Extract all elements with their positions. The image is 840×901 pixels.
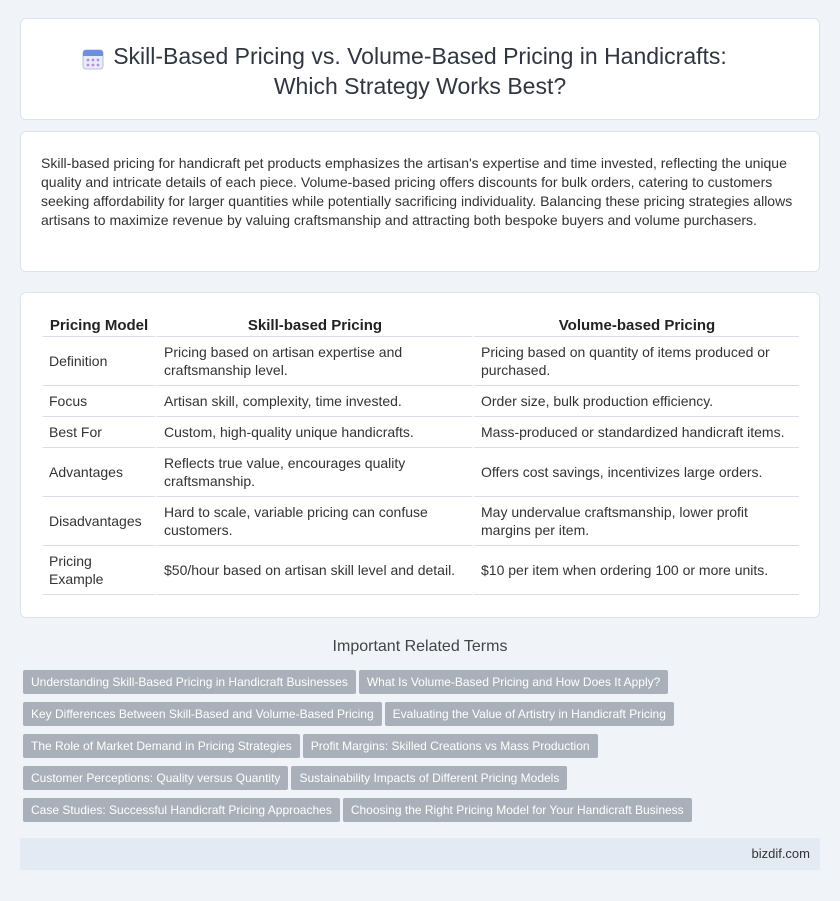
row-label: Pricing Example (43, 546, 155, 595)
related-term-tag[interactable]: Sustainability Impacts of Different Pricing Models (291, 766, 567, 790)
row-label: Best For (43, 417, 155, 448)
column-header: Volume-based Pricing (472, 309, 799, 337)
intro-text: Skill-based pricing for handicraft pet products emphasizes the artisan's expertise and time invested, reflecting the unique quality and intricate details of each piece. Volume-based pricing offers discounts for bulk orders, catering to customers seeking affordability for larger quantities while potentially sacrificing individuality. Balancing these pricing strategies allows artisans to maximize revenue by valuing craftsmanship and attracting both bespoke buyers and volume purchasers. (41, 155, 793, 228)
table-cell: Pricing based on quantity of items produced or purchased. (472, 337, 799, 386)
comparison-card (20, 292, 820, 618)
header-card (20, 18, 820, 120)
table-row (43, 448, 799, 497)
table-cell: Mass-produced or standardized handicraft items. (472, 417, 799, 448)
table-row (43, 386, 799, 417)
footer (20, 838, 820, 870)
table-row (43, 497, 799, 546)
table-row (43, 546, 799, 595)
column-header: Pricing Model (43, 309, 155, 337)
table-cell: $10 per item when ordering 100 or more units. (472, 546, 799, 595)
related-term-tag[interactable]: Choosing the Right Pricing Model for Your Handicraft Business (343, 798, 692, 822)
table-cell: Hard to scale, variable pricing can confuse customers. (155, 497, 472, 546)
column-header: Skill-based Pricing (155, 309, 472, 337)
page-title-line2: Which Strategy Works Best? (273, 73, 567, 99)
table-cell: $50/hour based on artisan skill level and detail. (155, 546, 472, 595)
table-cell: Offers cost savings, incentivizes large orders. (472, 448, 799, 497)
comparison-table (43, 309, 799, 595)
table-cell: Custom, high-quality unique handicrafts. (155, 417, 472, 448)
related-term-tag[interactable]: Case Studies: Successful Handicraft Pricing Approaches (23, 798, 340, 822)
table-cell: Reflects true value, encourages quality craftsmanship. (155, 448, 472, 497)
row-label: Advantages (43, 448, 155, 497)
table-cell: Artisan skill, complexity, time invested. (155, 386, 472, 417)
row-label: Disadvantages (43, 497, 155, 546)
related-term-tag[interactable]: Customer Perceptions: Quality versus Quantity (23, 766, 288, 790)
related-term-tag[interactable]: Evaluating the Value of Artistry in Handicraft Pricing (385, 702, 674, 726)
row-label: Focus (43, 386, 155, 417)
table-cell: Pricing based on artisan expertise and craftsmanship level. (155, 337, 472, 386)
related-term-tag[interactable]: Profit Margins: Skilled Creations vs Mass Production (303, 734, 598, 758)
related-term-tag[interactable]: Key Differences Between Skill-Based and Volume-Based Pricing (23, 702, 382, 726)
table-header-row (43, 309, 799, 337)
table-row (43, 337, 799, 386)
related-terms-list (23, 670, 823, 830)
intro-card (20, 131, 820, 272)
page-title (21, 41, 819, 101)
table-cell: May undervalue craftsmanship, lower profit margins per item. (472, 497, 799, 546)
related-term-tag[interactable]: Understanding Skill-Based Pricing in Handicraft Businesses (23, 670, 356, 694)
related-term-tag[interactable]: The Role of Market Demand in Pricing Strategies (23, 734, 300, 758)
table-row (43, 417, 799, 448)
related-term-tag[interactable]: What Is Volume-Based Pricing and How Does It Apply? (359, 670, 668, 694)
table-cell: Order size, bulk production efficiency. (472, 386, 799, 417)
footer-brand-link[interactable]: bizdif.com (751, 846, 810, 861)
page-title-line1: Skill-Based Pricing vs. Volume-Based Pricing in Handicrafts: (113, 43, 727, 69)
related-terms-title: Important Related Terms (332, 638, 508, 655)
row-label: Definition (43, 337, 155, 386)
